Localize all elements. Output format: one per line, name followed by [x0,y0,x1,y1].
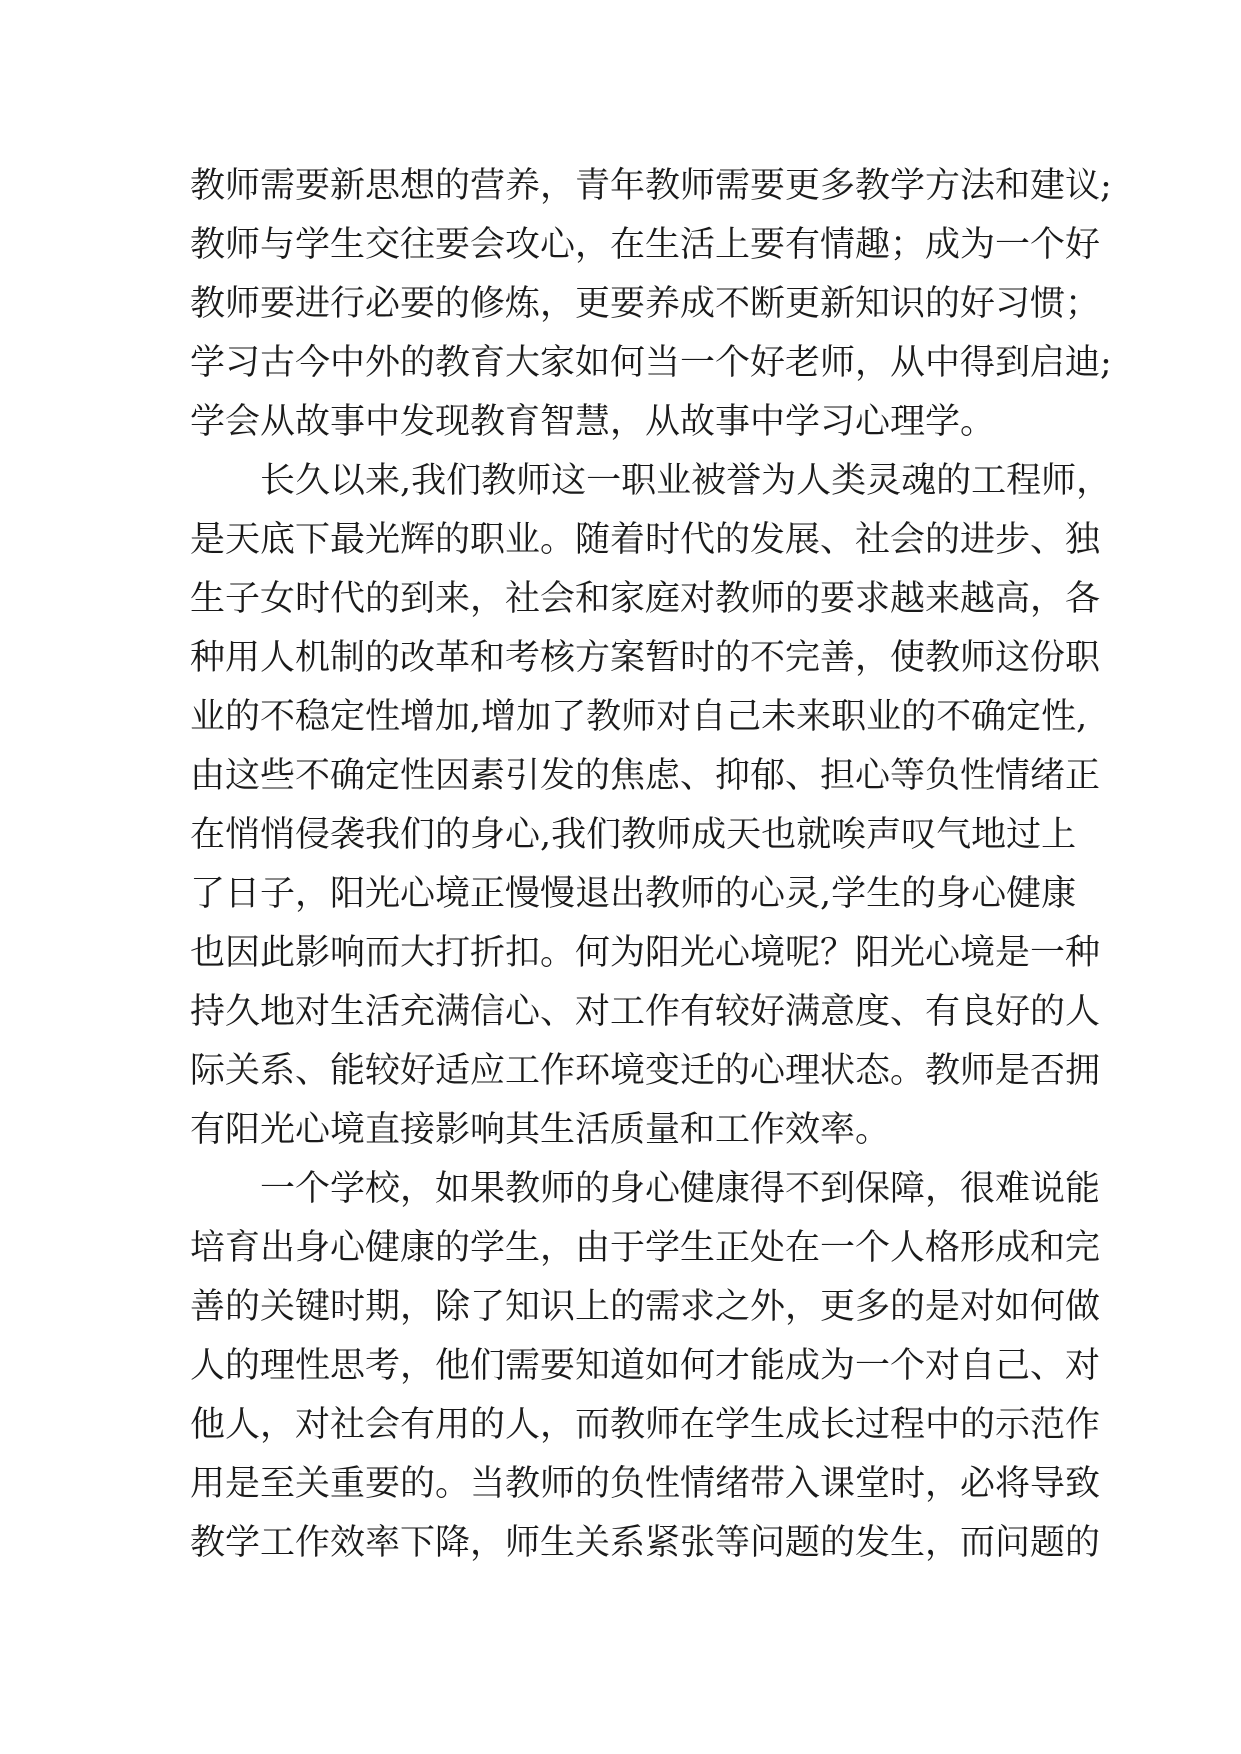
text-line: 教师需要新思想的营养，青年教师需要更多教学方法和建议; [190,166,1112,206]
text-line: 有阳光心境直接影响其生活质量和工作效率。 [190,1110,891,1150]
text-line: 教学工作效率下降，师生关系紧张等问题的发生，而问题的 [190,1523,1101,1563]
text-line: 持久地对生活充满信心、对工作有较好满意度、有良好的人 [190,992,1101,1032]
paragraph-3 [190,1160,1101,1573]
text-line: 教师要进行必要的修炼，更要养成不断更新知识的好习惯； [190,284,1101,324]
paragraph-1 [190,157,1112,452]
text-line: 在悄悄侵袭我们的身心,我们教师成天也就唉声叹气地过上 [190,815,1077,855]
text-line: 学会从故事中发现教育智慧，从故事中学习心理学。 [190,402,996,442]
body-text [190,157,1112,1573]
text-line: 培育出身心健康的学生，由于学生正处在一个人格形成和完 [190,1228,1101,1268]
text-line: 也因此影响而大打折扣。何为阳光心境呢？阳光心境是一种 [190,933,1101,973]
text-line: 了日子，阳光心境正慢慢退出教师的心灵,学生的身心健康 [190,874,1077,914]
text-line: 种用人机制的改革和考核方案暂时的不完善，使教师这份职 [190,638,1101,678]
text-line: 用是至关重要的。当教师的负性情绪带入课堂时，必将导致 [190,1464,1101,1504]
text-line: 人的理性思考，他们需要知道如何才能成为一个对自己、对 [190,1346,1101,1386]
text-line: 善的关键时期，除了知识上的需求之外，更多的是对如何做 [190,1287,1101,1327]
text-line: 生子女时代的到来，社会和家庭对教师的要求越来越高，各 [190,579,1101,619]
text-line: 际关系、能较好适应工作环境变迁的心理状态。教师是否拥 [190,1051,1101,1091]
text-line: 是天底下最光辉的职业。随着时代的发展、社会的进步、独 [190,520,1101,560]
text-line: 他人，对社会有用的人，而教师在学生成长过程中的示范作 [190,1405,1101,1445]
text-line: 由这些不确定性因素引发的焦虑、抑郁、担心等负性情绪正 [190,756,1101,796]
text-line: 学习古今中外的教育大家如何当一个好老师，从中得到启迪; [190,343,1112,383]
text-line: 一个学校，如果教师的身心健康得不到保障，很难说能 [260,1169,1101,1209]
paragraph-2 [190,452,1112,1160]
text-line: 长久以来,我们教师这一职业被誉为人类灵魂的工程师， [260,461,1112,501]
text-line: 业的不稳定性增加,增加了教师对自己未来职业的不确定性, [190,697,1088,737]
text-line: 教师与学生交往要会攻心，在生活上要有情趣；成为一个好 [190,225,1101,265]
